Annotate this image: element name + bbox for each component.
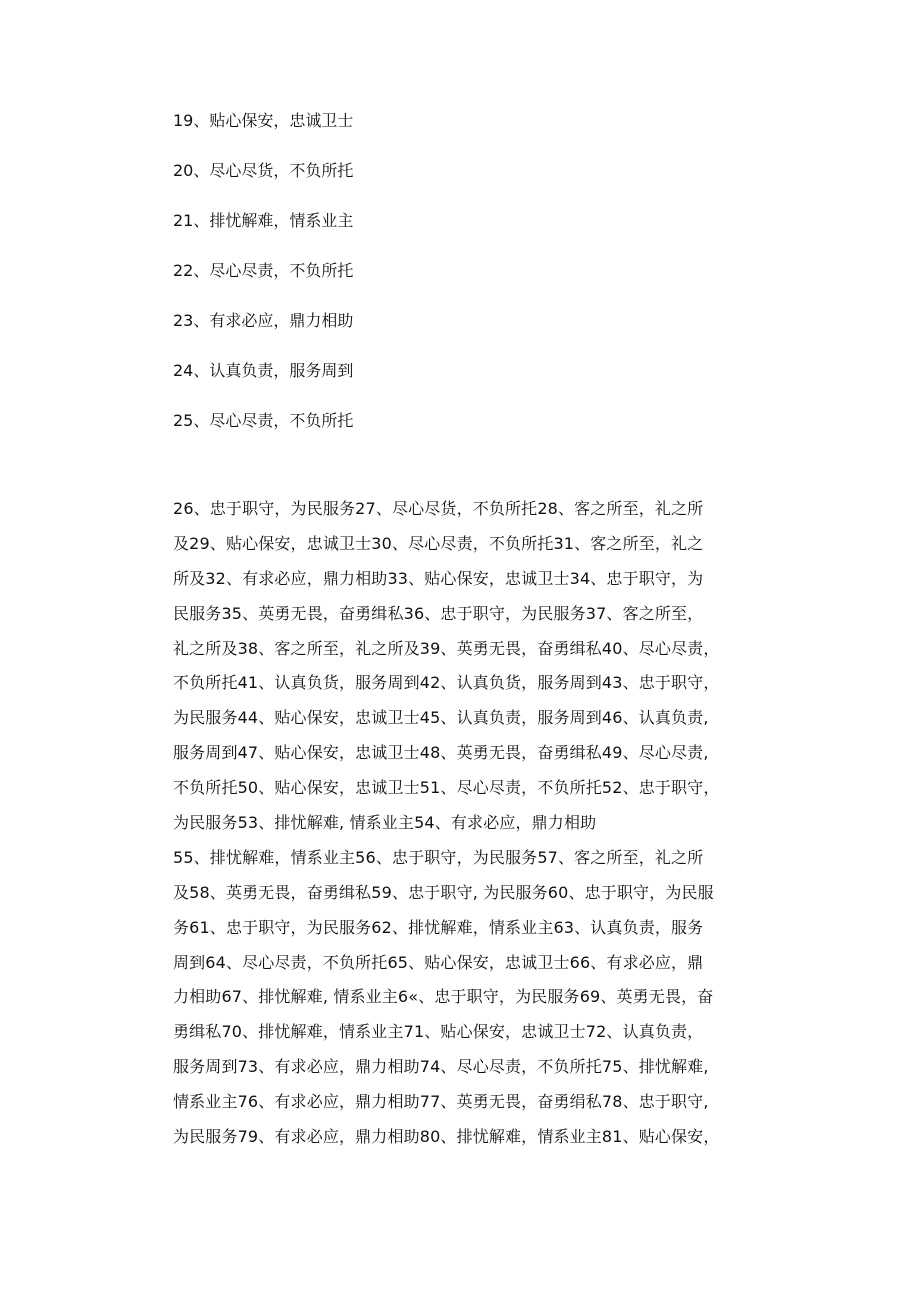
paragraph-line: 为民服务44、贴心保安，忠诚卫士45、认真负责，服务周到46、认真负责,	[173, 708, 709, 728]
list-item: 20、尽心尽货，不负所托	[173, 161, 354, 180]
paragraph-line: 55、排忧解难，情系业主56、忠于职守，为民服务57、客之所至，礼之所	[173, 847, 704, 867]
paragraph-line: 26、忠于职守，为民服务27、尽心尽货，不负所托28、客之所至，礼之所	[173, 499, 704, 518]
paragraph-line: 力相助67、排忧解难, 情系业主6«、忠于职守，为民服务69、英勇无畏，奋	[173, 987, 714, 1007]
paragraph-line: 情系业主76、有求必应，鼎力相助77、英勇无畏，奋勇绢私78、忠于职守,	[173, 1092, 709, 1112]
slogan-list	[173, 107, 773, 457]
list-item: 23、有求必应，鼎力相助	[173, 311, 354, 330]
list-item: 21、排忧解难，情系业主	[173, 211, 354, 230]
paragraph-line: 务61、忠于职守，为民服务62、排忧解难，情系业主63、认真负责，服务	[173, 917, 704, 937]
list-item: 22、尽心尽责，不负所托	[173, 261, 354, 280]
paragraph-line: 民服务35、英勇无畏，奋勇缉私36、忠于职守，为民服务37、客之所至，	[173, 603, 704, 623]
paragraph-line: 不负所托41、认真负货，服务周到42、认真负货，服务周到43、忠于职守，	[173, 673, 720, 693]
list-item: 19、贴心保安，忠诚卫士	[173, 111, 354, 130]
paragraph-line: 周到64、尽心尽责，不负所托65、贴心保安，忠诚卫士66、有求必应，鼎	[173, 952, 704, 972]
paragraph-line: 不负所托50、贴心保安，忠诚卫士51、尽心尽责，不负所托52、忠于职守，	[173, 778, 720, 798]
paragraph-line: 为民服务79、有求必应，鼎力相助80、排忧解难，情系业主81、贴心保安，	[173, 1127, 720, 1147]
paragraph-line: 为民服务53、排忧解难, 情系业主54、有求必应，鼎力相助	[173, 813, 597, 833]
paragraph-line: 服务周到47、贴心保安，忠诚卫士48、英勇无畏，奋勇缉私49、尽心尽责,	[173, 743, 709, 763]
list-item: 25、尽心尽责，不负所托	[173, 411, 354, 430]
paragraph-line: 礼之所及38、客之所至，礼之所及39、英勇无畏，奋勇缉私40、尽心尽责，	[173, 638, 720, 658]
slogan-paragraph	[173, 494, 773, 1157]
paragraph-line: 及58、英勇无畏，奋勇缉私59、忠于职守, 为民服务60、忠于职守，为民服	[173, 882, 714, 902]
list-item: 24、认真负责，服务周到	[173, 361, 354, 380]
paragraph-line: 勇缉私70、排忧解难，情系业主71、贴心保安，忠诚卫士72、认真负责，	[173, 1022, 704, 1042]
paragraph-line: 服务周到73、有求必应，鼎力相助74、尽心尽责，不负所托75、排忧解难,	[173, 1057, 709, 1077]
paragraph-line: 所及32、有求必应，鼎力相助33、贴心保安，忠诚卫士34、忠于职守，为	[173, 568, 704, 588]
paragraph-line: 及29、贴心保安，忠诚卫士30、尽心尽责，不负所托31、客之所至，礼之	[173, 533, 704, 553]
